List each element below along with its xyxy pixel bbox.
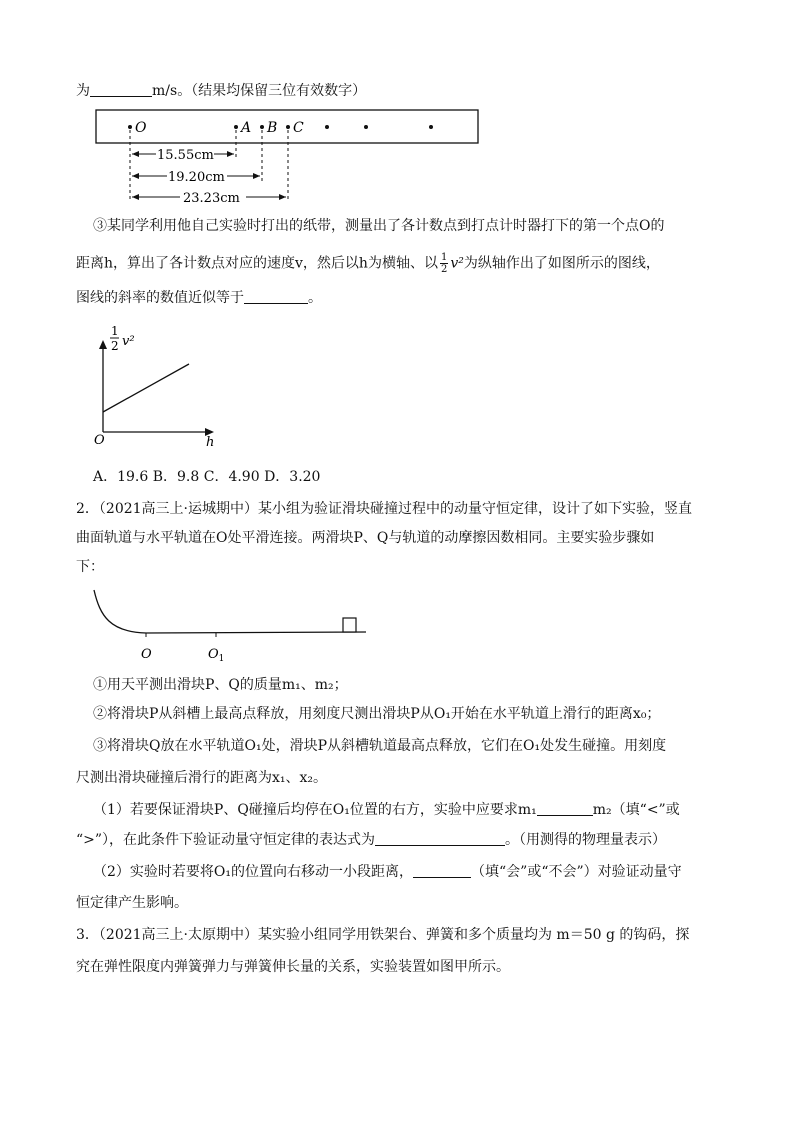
q3-line2: 究在弹性限度内弹簧弹力与弹簧伸长量的关系，实验装置如图甲所示。 — [76, 959, 510, 975]
frac-den: 2 — [440, 264, 448, 275]
line3-text: 图线的斜率的数值近似等于 — [76, 290, 244, 306]
answer-options: A．19.6 B．9.8 C．4.90 D．3.20 — [93, 469, 321, 485]
y-axis-var: v² — [122, 334, 135, 349]
q2-line3: 下： — [76, 559, 104, 575]
mass-compare-blank[interactable] — [537, 801, 593, 816]
effect-blank[interactable] — [413, 863, 471, 878]
q2-part2-line2: 恒定律产生影响。 — [76, 895, 188, 911]
q2-step3-line1: ③将滑块Q放在水平轨道O₁处，滑块P从斜槽轨道最高点释放，它们在O₁处发生碰撞。用刻度 — [93, 738, 667, 754]
slider-block — [343, 618, 356, 632]
p1-text-d: 。（用测得的物理量表示） — [505, 832, 667, 848]
q1-part3-line3 — [76, 288, 322, 308]
point-label-C: C — [293, 120, 304, 136]
graph-line — [103, 364, 189, 412]
line2-text-a: 距离h，算出了各计数点对应的速度v，然后以h为横轴、以 — [76, 255, 438, 272]
origin-label: O — [94, 433, 105, 448]
note-text: 。（结果均保留三位有效数字） — [177, 83, 367, 99]
dim-OB: 19.20cm — [168, 170, 225, 185]
frac-num: 1 — [440, 252, 448, 263]
prefix-text: 为 — [76, 83, 90, 99]
dim-OC: 23.23cm — [183, 191, 240, 206]
q1-part3-line2 — [76, 252, 660, 275]
horizontal-track — [146, 632, 366, 633]
unit-text: m/s — [152, 83, 178, 99]
y-axis-frac-den: 2 — [111, 339, 119, 353]
v-squared: v² — [450, 255, 464, 272]
dim-OA: 15.55cm — [157, 148, 214, 163]
q2-step1: ①用天平测出滑块P、Q的质量m₁、m₂； — [93, 677, 348, 693]
label-O1: $O_1$ — [208, 647, 225, 664]
line3-end: 。 — [308, 290, 322, 306]
point-label-A: A — [241, 120, 252, 136]
track-figure — [86, 586, 376, 666]
answer-blank[interactable] — [90, 82, 152, 97]
p2-text-b: （填“会”或“不会”）对验证动量守 — [471, 864, 682, 880]
q1-part3-line1: ③某同学利用他自己实验时打出的纸带，测量出了各计数点到打点计时器打下的第一个点O的 — [93, 218, 665, 234]
point-label-O: O — [135, 120, 147, 136]
fraction-half — [440, 252, 448, 275]
line2-text-b: 为纵轴作出了如图所示的图线， — [463, 255, 660, 272]
label-O: O — [141, 647, 152, 662]
slope-blank[interactable] — [244, 289, 308, 304]
q3-line1: 3．（2021高三上·太原期中）某实验小组同学用铁架台、弹簧和多个质量均为 m＝50 g 的钩码，探 — [76, 927, 690, 943]
q2-part1-line2 — [76, 830, 666, 850]
y-axis-frac-num: 1 — [111, 324, 119, 338]
expression-blank[interactable] — [375, 831, 505, 846]
q2-part1-line1 — [93, 800, 680, 820]
q2-step3-line2: 尺测出滑块碰撞后滑行的距离为x₁、x₂。 — [76, 770, 328, 786]
point-label-B: B — [267, 120, 278, 136]
q2-line2: 曲面轨道与水平轨道在O处平滑连接。两滑块P、Q与轨道的动摩擦因数相同。主要实验步骤如 — [76, 530, 655, 546]
q2-part2-line1 — [93, 862, 682, 882]
curved-track — [94, 590, 146, 633]
q2-line1: 2．（2021高三上·运城期中）某小组为验证滑块碰撞过程中的动量守恒定律，设计了如下实验，竖直 — [76, 501, 692, 517]
p1-text-c: “>”），在此条件下验证动量守恒定律的表达式为 — [76, 832, 376, 848]
paper-tape-figure — [94, 106, 484, 206]
half-v2-vs-h-graph — [86, 320, 226, 452]
q2-step2: ②将滑块P从斜槽上最高点释放，用刻度尺测出滑块P从O₁开始在水平轨道上滑行的距离x₀； — [93, 706, 661, 722]
p2-text-a: （2）实验时若要将O₁的位置向右移动一小段距离， — [93, 864, 413, 880]
p1-text-b: m₂（填“<”或 — [592, 802, 680, 818]
p1-text-a: （1）若要保证滑块P、Q碰撞后均停在O₁位置的右方，实验中应要求m₁ — [93, 802, 537, 818]
x-axis-label: h — [206, 435, 215, 450]
answer-line-velocity — [76, 81, 366, 101]
